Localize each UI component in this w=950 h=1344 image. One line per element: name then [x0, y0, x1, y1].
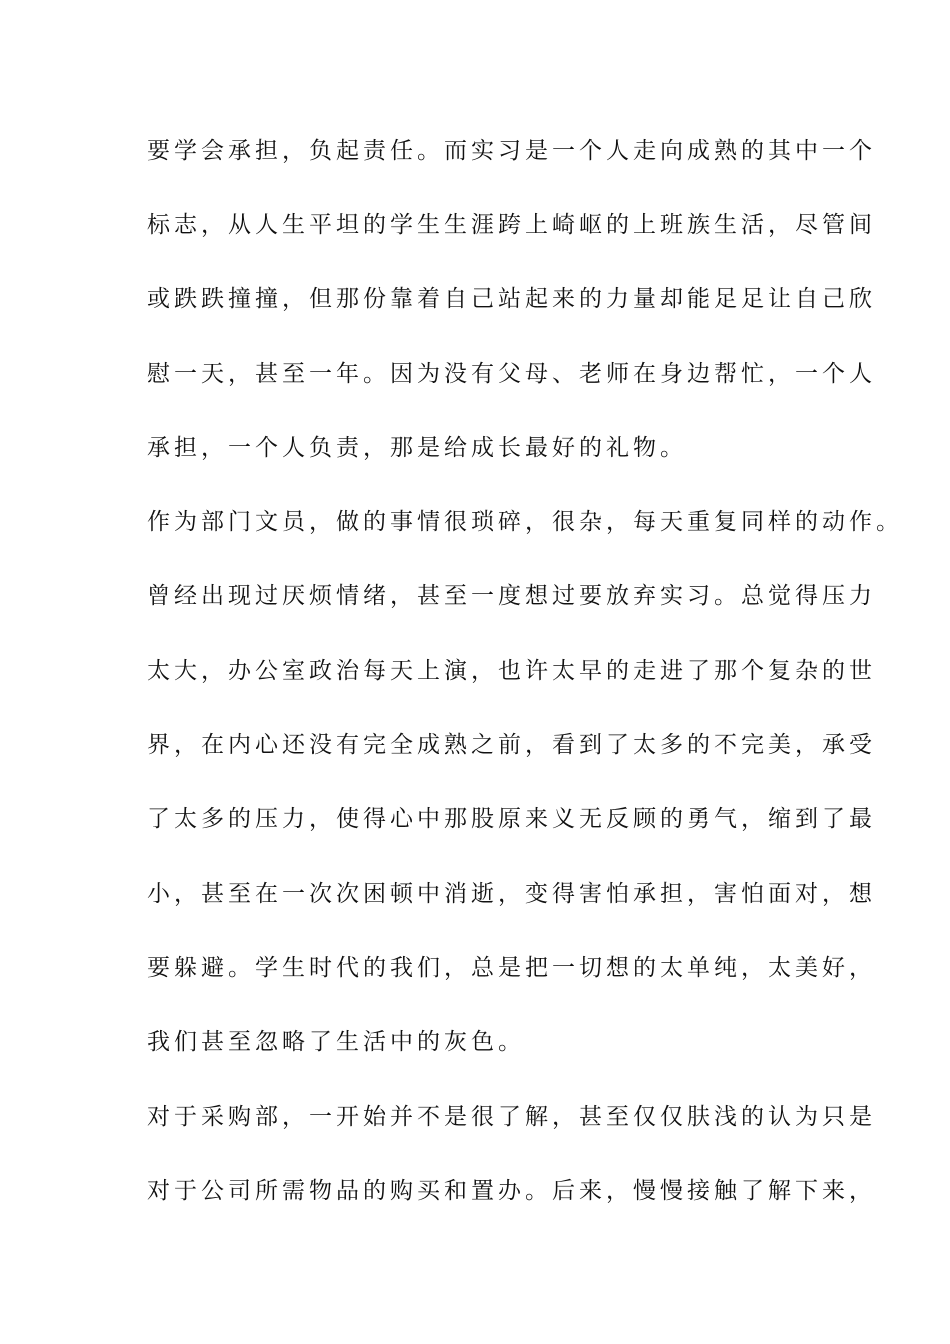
text-line: 我们甚至忽略了生活中的灰色。 — [147, 1029, 525, 1055]
text-line: 小，甚至在一次次困顿中消逝，变得害怕承担，害怕面对，想 — [147, 881, 876, 907]
text-line: 或跌跌撞撞，但那份靠着自己站起来的力量却能足足让自己欣 — [147, 286, 876, 312]
text-line: 曾经出现过厌烦情绪，甚至一度想过要放弃实习。总觉得压力 — [147, 583, 876, 609]
text-line: 太大，办公室政治每天上演，也许太早的走进了那个复杂的世 — [147, 658, 876, 684]
text-line: 要躲避。学生时代的我们，总是把一切想的太单纯，太美好， — [147, 955, 876, 981]
text-line: 慰一天，甚至一年。因为没有父母、老师在身边帮忙，一个人 — [147, 361, 876, 387]
text-line: 要学会承担，负起责任。而实习是一个人走向成熟的其中一个 — [147, 138, 876, 164]
text-line: 承担，一个人负责，那是给成长最好的礼物。 — [147, 435, 687, 461]
text-line: 界，在内心还没有完全成熟之前，看到了太多的不完美，承受 — [147, 732, 876, 758]
text-line: 对于公司所需物品的购买和置办。后来，慢慢接触了解下来， — [147, 1178, 876, 1204]
text-line: 对于采购部，一开始并不是很了解，甚至仅仅肤浅的认为只是 — [147, 1104, 876, 1130]
text-line: 作为部门文员，做的事情很琐碎，很杂，每天重复同样的动作。 — [147, 509, 903, 535]
text-line: 了太多的压力，使得心中那股原来义无反顾的勇气，缩到了最 — [147, 806, 876, 832]
text-line: 标志，从人生平坦的学生生涯跨上崎岖的上班族生活，尽管间 — [147, 212, 876, 238]
